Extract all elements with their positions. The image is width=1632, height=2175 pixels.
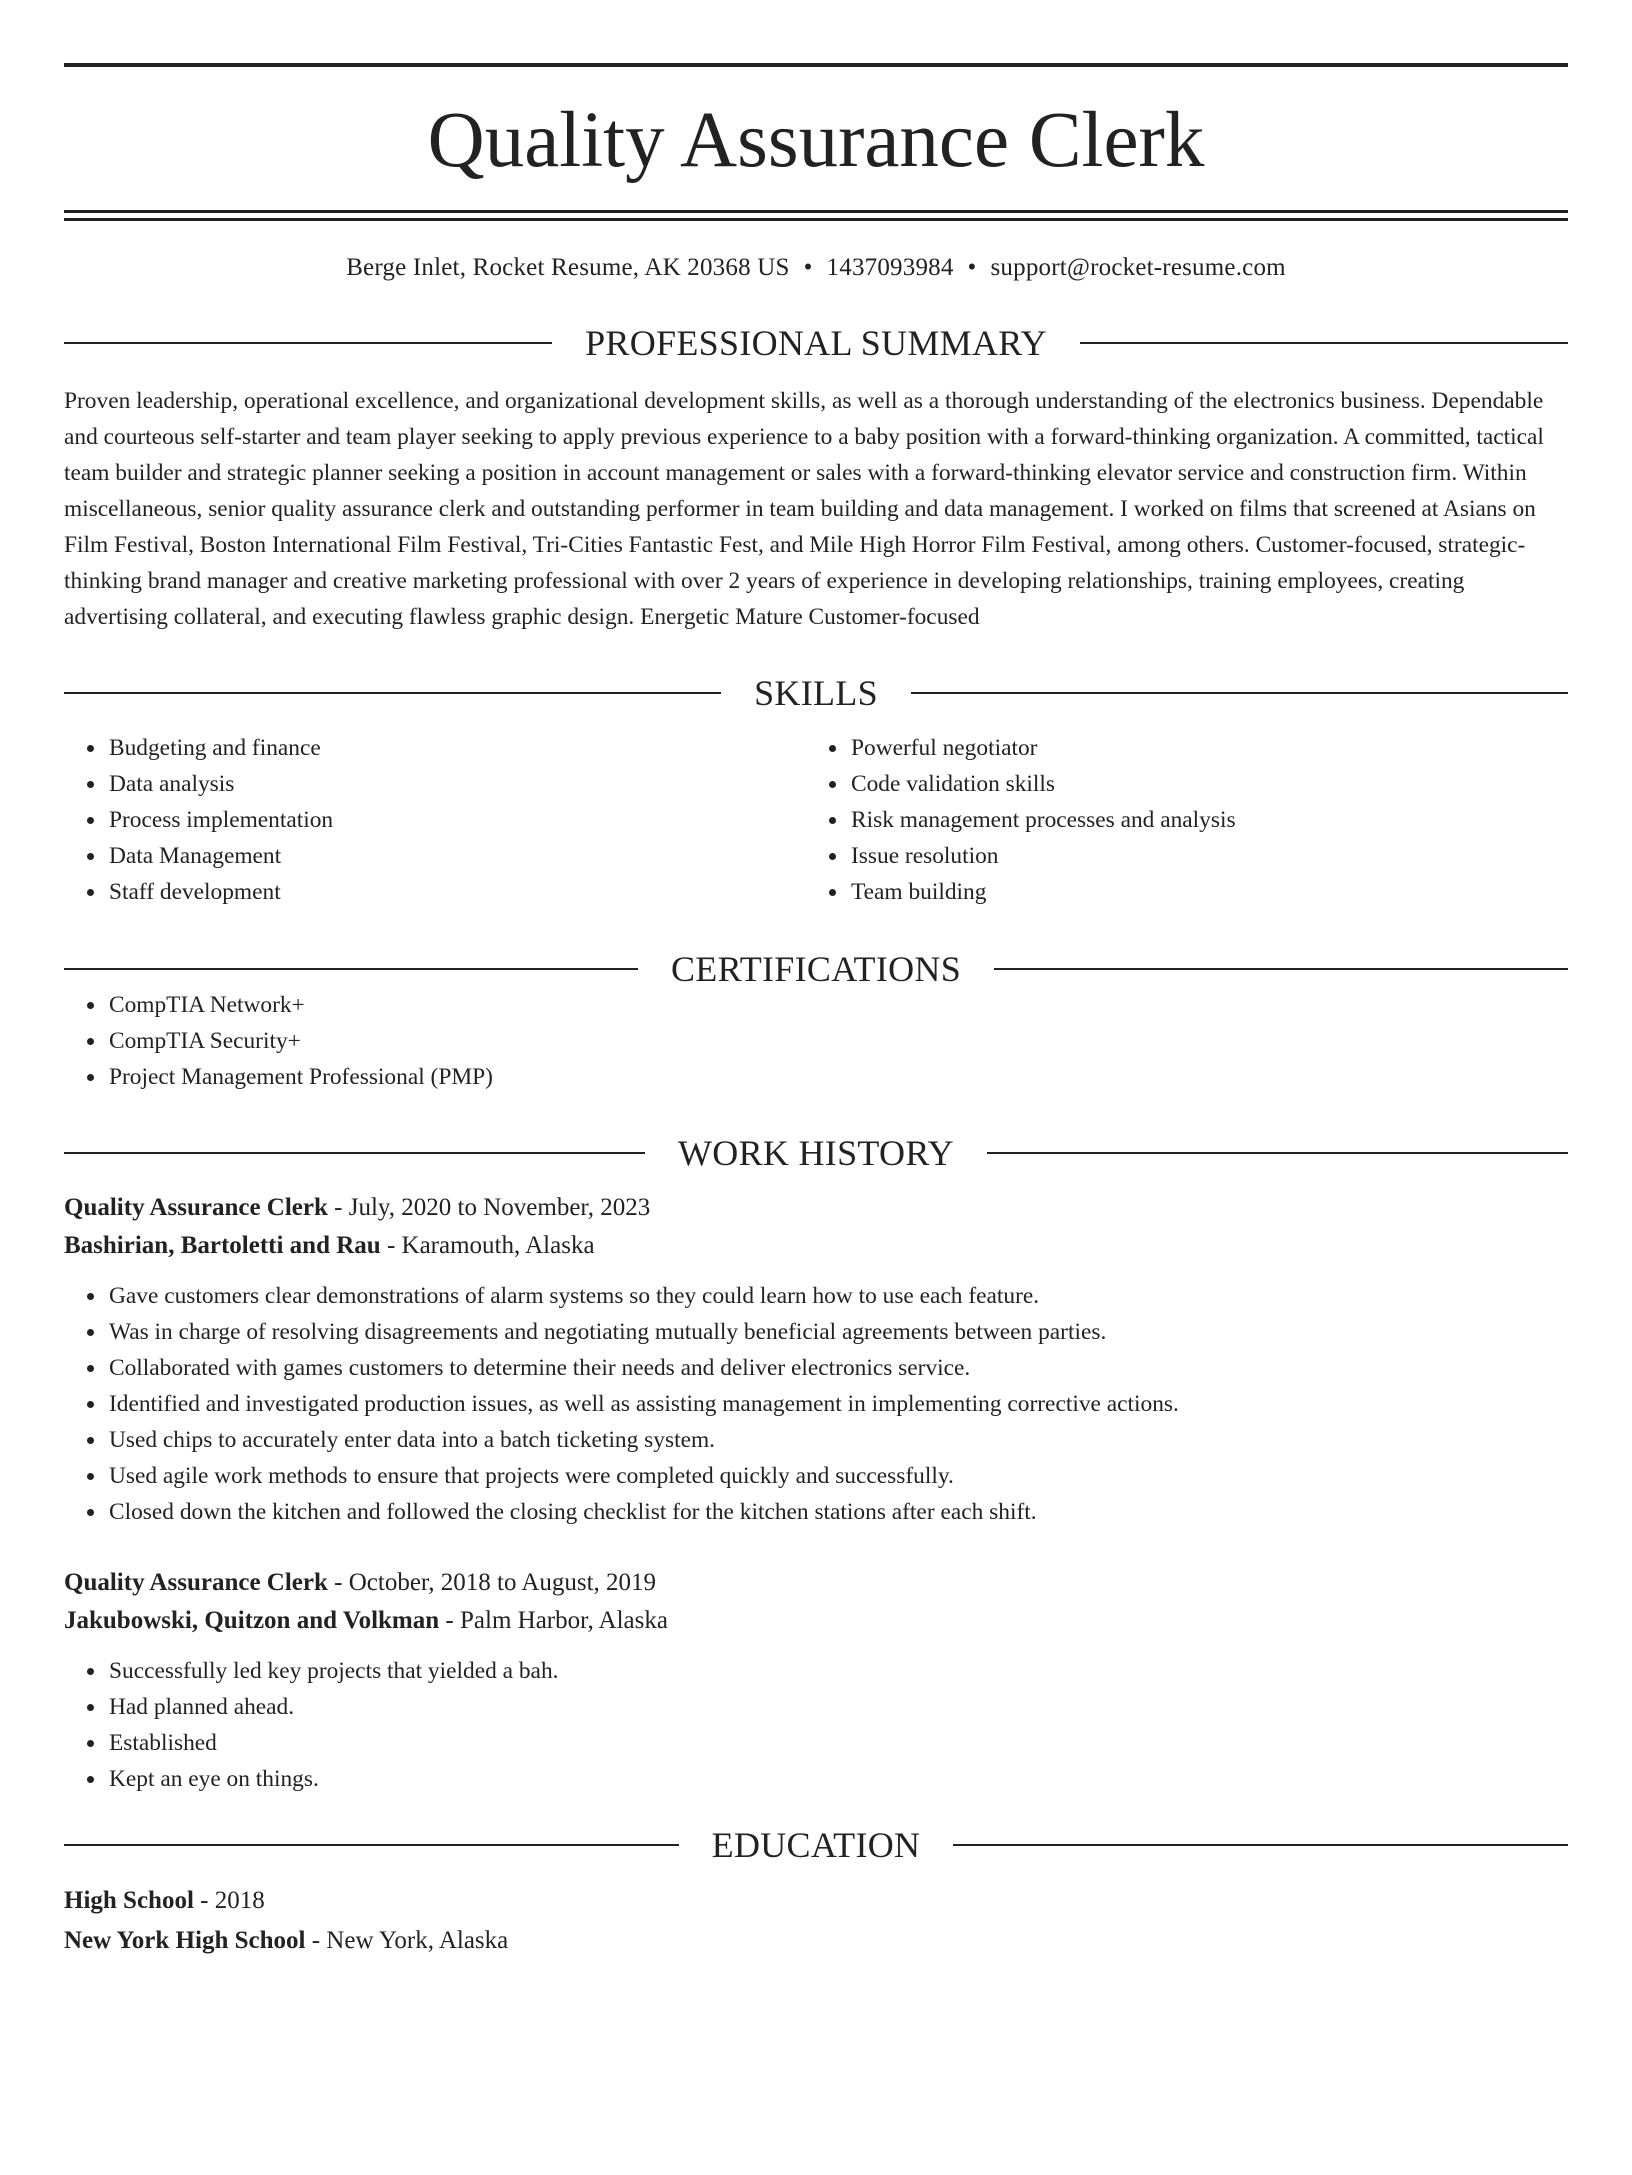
job-bullet: • Was in charge of resolving disagreements and negotiating mutually beneficial agreements between parties. <box>107 1314 1568 1350</box>
section-rule <box>64 692 721 694</box>
job-location: - Palm Harbor, Alaska <box>439 1607 668 1634</box>
job-bullet: • Successfully led key projects that yielded a bah. <box>107 1653 1568 1689</box>
section-rule <box>64 1844 679 1846</box>
title-double-rule <box>64 210 1568 221</box>
job-bullet: • Collaborated with games customers to determine their needs and deliver electronics service. <box>107 1350 1568 1386</box>
job-company-line <box>64 1602 1568 1640</box>
job-entry <box>64 1189 1568 1530</box>
job-title-line <box>64 1189 1568 1227</box>
education-location: - New York, Alaska <box>305 1927 509 1954</box>
skill-item: • Data Management <box>107 838 806 874</box>
job-bullet: • Established <box>107 1725 1568 1761</box>
skills-column-left <box>64 730 806 910</box>
section-title: SKILLS <box>754 673 878 713</box>
job-dates: - October, 2018 to August, 2019 <box>327 1569 657 1596</box>
address: Berge Inlet, Rocket Resume, AK 20368 US <box>346 254 790 281</box>
job-location: - Karamouth, Alaska <box>380 1232 595 1259</box>
job-bullet: • Had planned ahead. <box>107 1689 1568 1725</box>
job-company-line <box>64 1227 1568 1265</box>
contact-line <box>64 254 1568 282</box>
job-bullet-list <box>64 1653 1568 1797</box>
certification-list <box>64 987 1568 1095</box>
certification-item: • CompTIA Security+ <box>107 1023 1568 1059</box>
top-rule <box>64 63 1568 67</box>
skills-grid <box>64 730 1568 910</box>
job-company: Jakubowski, Quitzon and Volkman <box>64 1607 440 1634</box>
skills-column-right <box>806 730 1548 910</box>
skill-item: • Staff development <box>107 874 806 910</box>
job-company: Bashirian, Bartoletti and Rau <box>64 1232 381 1259</box>
skill-item: • Powerful negotiator <box>849 730 1548 766</box>
section-title: WORK HISTORY <box>678 1133 954 1173</box>
section-header-education <box>64 1827 1568 1863</box>
section-rule <box>64 1152 645 1154</box>
separator-dot: • <box>967 254 977 281</box>
job-bullet: • Used agile work methods to ensure that projects were completed quickly and successfully. <box>107 1458 1568 1494</box>
certification-item: • CompTIA Network+ <box>107 987 1568 1023</box>
job-bullet: • Gave customers clear demonstrations of alarm systems so they could learn how to use each feature. <box>107 1278 1568 1314</box>
certification-item: • Project Management Professional (PMP) <box>107 1059 1568 1095</box>
section-rule <box>953 1844 1568 1846</box>
section-header-skills <box>64 675 1568 711</box>
section-rule <box>911 692 1568 694</box>
section-header-certifications <box>64 951 1568 987</box>
section-rule <box>64 342 552 344</box>
email[interactable]: support@rocket-resume.com <box>990 254 1286 281</box>
skill-item: • Issue resolution <box>849 838 1548 874</box>
job-dates: - July, 2020 to November, 2023 <box>327 1194 651 1221</box>
job-title: Quality Assurance Clerk <box>64 1194 328 1221</box>
job-entry <box>64 1564 1568 1797</box>
resume-page <box>0 63 1632 2175</box>
section-header-work <box>64 1135 1568 1171</box>
summary-text: Proven leadership, operational excellence, and organizational development skills, as well as a thorough understanding of the electronics business. Dependable and courteous self-starter and team player seeking to apply previous experience to a baby position with a forward-thinking organization. A committed, tactical team builder and strategic planner seeking a position in account management or sales with a forward-thinking elevator service and construction firm. Within miscellaneous, senior quality assurance clerk and outstanding performer in team building and data management. I worked on films that screened at Asians on Film Festival, Boston International Film Festival, Tri-Cities Fantastic Fest, and Mile High Horror Film Festival, among others. Customer-focused, strategic-thinking brand manager and creative marketing professional with over 2 years of experience in developing relationships, training employees, creating advertising collateral, and executing flawless graphic design. Energetic Mature Customer-focused <box>64 388 1544 630</box>
resume-title: Quality Assurance Clerk <box>427 97 1205 184</box>
section-rule <box>994 968 1568 970</box>
education-degree: High School <box>64 1887 194 1914</box>
job-title-line <box>64 1564 1568 1602</box>
job-bullet: • Closed down the kitchen and followed the closing checklist for the kitchen stations after each shift. <box>107 1494 1568 1530</box>
job-bullet: • Used chips to accurately enter data into a batch ticketing system. <box>107 1422 1568 1458</box>
phone: 1437093984 <box>826 254 954 281</box>
section-title: EDUCATION <box>711 1825 921 1865</box>
separator-dot: • <box>803 254 813 281</box>
education-entry <box>64 1882 1568 1960</box>
section-rule <box>1080 342 1568 344</box>
job-bullet: • Identified and investigated production issues, as well as assisting management in implementing corrective actions. <box>107 1386 1568 1422</box>
education-school-line <box>64 1922 1568 1960</box>
education-school: New York High School <box>64 1927 306 1954</box>
section-header-summary <box>64 325 1568 361</box>
education-degree-line <box>64 1882 1568 1920</box>
section-title: PROFESSIONAL SUMMARY <box>585 323 1047 363</box>
job-bullet: • Kept an eye on things. <box>107 1761 1568 1797</box>
education-year: - 2018 <box>193 1887 265 1914</box>
section-rule <box>64 968 638 970</box>
skill-item: • Data analysis <box>107 766 806 802</box>
skill-item: • Code validation skills <box>849 766 1548 802</box>
skill-item: • Process implementation <box>107 802 806 838</box>
skill-item: • Budgeting and finance <box>107 730 806 766</box>
section-rule <box>987 1152 1568 1154</box>
skill-item: • Risk management processes and analysis <box>849 802 1548 838</box>
job-title: Quality Assurance Clerk <box>64 1569 328 1596</box>
section-title: CERTIFICATIONS <box>670 949 962 989</box>
skill-item: • Team building <box>849 874 1548 910</box>
job-bullet-list <box>64 1278 1568 1530</box>
